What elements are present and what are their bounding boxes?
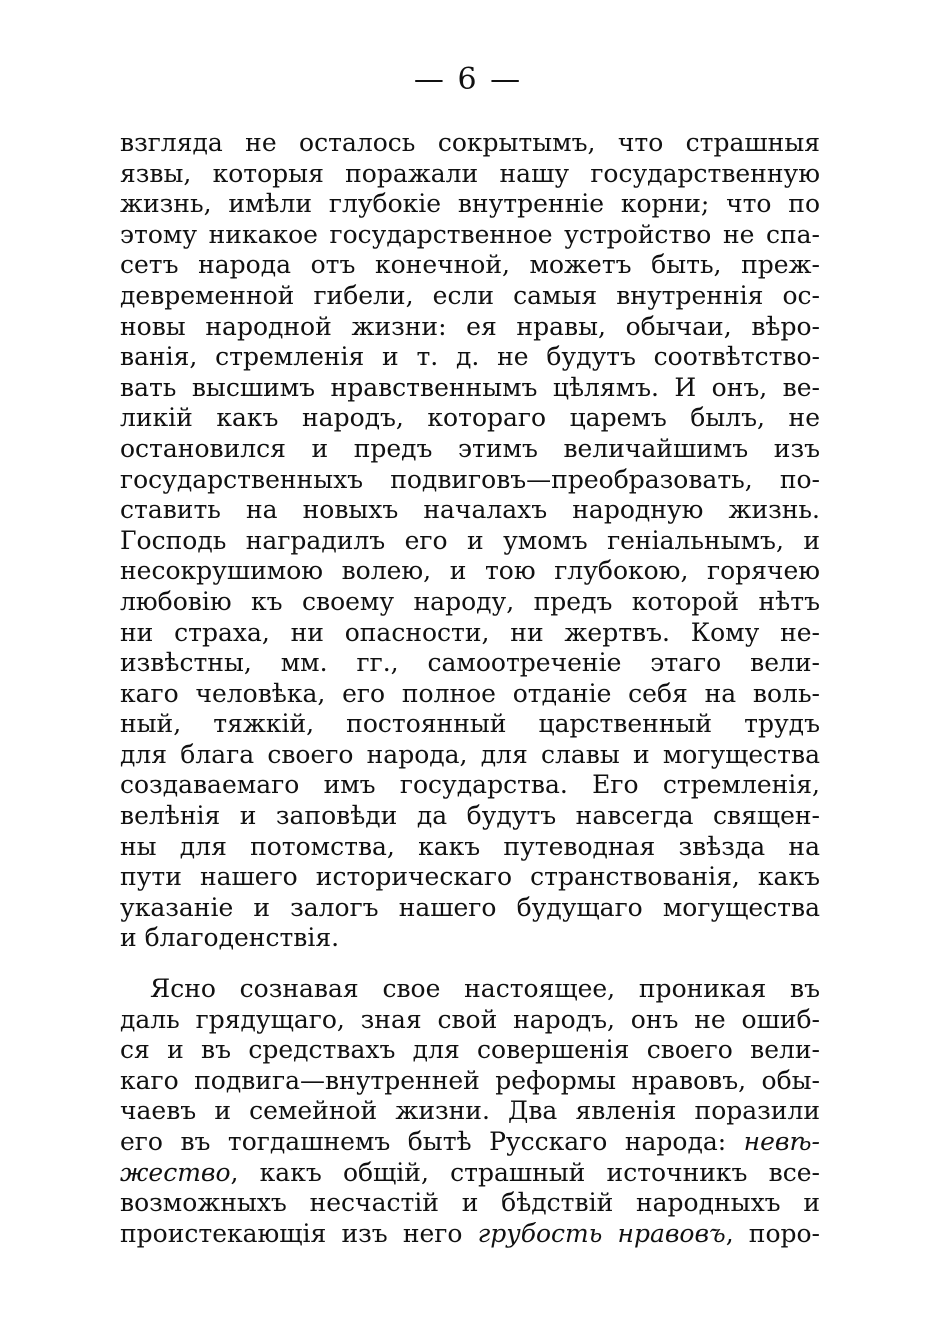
text-line: язвы, которыя поражали нашу государственную <box>120 158 820 188</box>
text-run: , какъ общій, страшный источникъ все- <box>230 1157 820 1187</box>
text-line <box>120 1127 820 1158</box>
text-line: ванія, стремленія и т. д. не будутъ соотвѣтство- <box>120 342 820 372</box>
text-line: новы народной жизни: ея нравы, обычаи, вѣро- <box>120 311 820 341</box>
text-line: каго подвига—внутренней реформы нравовъ, обы- <box>120 1065 820 1095</box>
text-line: указаніе и залогъ нашего будущаго могущества <box>120 892 820 922</box>
paragraph <box>120 974 820 1249</box>
text-line: вать высшимъ нравственнымъ цѣлямъ. И онъ, ве- <box>120 372 820 402</box>
text-line: взгляда не осталось сокрытымъ, что страшныя <box>120 128 820 157</box>
paragraph-gap <box>120 954 820 974</box>
text-run: его въ тогдашнемъ бытѣ Русскаго народа: <box>120 1127 727 1156</box>
paragraph <box>120 128 820 954</box>
text-line: несокрушимою волею, и тою глубокою, горячею <box>120 556 820 586</box>
text-line: ликій какъ народъ, котораго царемъ былъ, не <box>120 403 820 433</box>
text-line: жизнь, имѣли глубокіе внутренніе корни; что по <box>120 189 820 219</box>
text-line: ни страха, ни опасности, ни жертвъ. Кому не- <box>120 617 820 647</box>
text-line: велѣнія и заповѣди да будутъ навсегда священ- <box>120 801 820 831</box>
text-line: извѣстны, мм. гг., самоотреченіе этаго вели- <box>120 648 820 678</box>
text-line: Господь наградилъ его и умомъ геніальнымъ, и <box>120 525 820 555</box>
text-line: ставить на новыхъ началахъ народную жизнь. <box>120 495 820 525</box>
text-run: проистекающія изъ него <box>120 1218 463 1248</box>
text-run: , поро- <box>725 1218 820 1248</box>
text-line: государственныхъ подвиговъ—преобразовать, по- <box>120 464 820 494</box>
text-line: и благоденствія. <box>120 923 340 953</box>
italic-text: грубость нравовъ <box>477 1218 726 1248</box>
text-line: остановился и предъ этимъ величайшимъ изъ <box>120 433 820 463</box>
text-line: чаевъ и семейной жизни. Два явленія поразили <box>120 1096 820 1126</box>
text-line: даль грядущаго, зная свой народъ, онъ не ошиб- <box>120 1004 820 1034</box>
text-line: Ясно сознавая свое настоящее, проникая въ <box>150 974 820 1004</box>
page-number: — 6 — <box>413 62 523 97</box>
text-line: создаваемаго имъ государства. Его стремленія, <box>120 770 820 800</box>
text-line: для блага своего народа, для славы и могущества <box>120 739 820 769</box>
text-line: каго человѣка, его полное отданіе себя на воль- <box>120 678 820 708</box>
text-line: ный, тяжкій, постоянный царственный трудъ <box>120 709 820 739</box>
italic-text: невѣ- <box>743 1127 820 1156</box>
text-line <box>120 1158 820 1189</box>
text-line: любовію къ своему народу, предъ которой нѣтъ <box>120 586 820 616</box>
text-line: пути нашего историческаго странствованія, какъ <box>120 862 820 892</box>
text-line: этому никакое государственное устройство не спа- <box>120 219 820 249</box>
text-line: ны для потомства, какъ путеводная звѣзда на <box>120 831 820 861</box>
text-line: сетъ народа отъ конечной, можетъ быть, преж- <box>120 250 820 280</box>
page-text <box>120 128 820 1249</box>
text-line: возможныхъ несчастій и бѣдствій народныхъ и <box>120 1188 820 1218</box>
text-line: девременной гибели, если самыя внутреннія ос- <box>120 280 820 310</box>
italic-text: жество <box>120 1157 231 1187</box>
text-line: ся и въ средствахъ для совершенія своего вели- <box>120 1035 820 1065</box>
text-line <box>120 1219 820 1250</box>
